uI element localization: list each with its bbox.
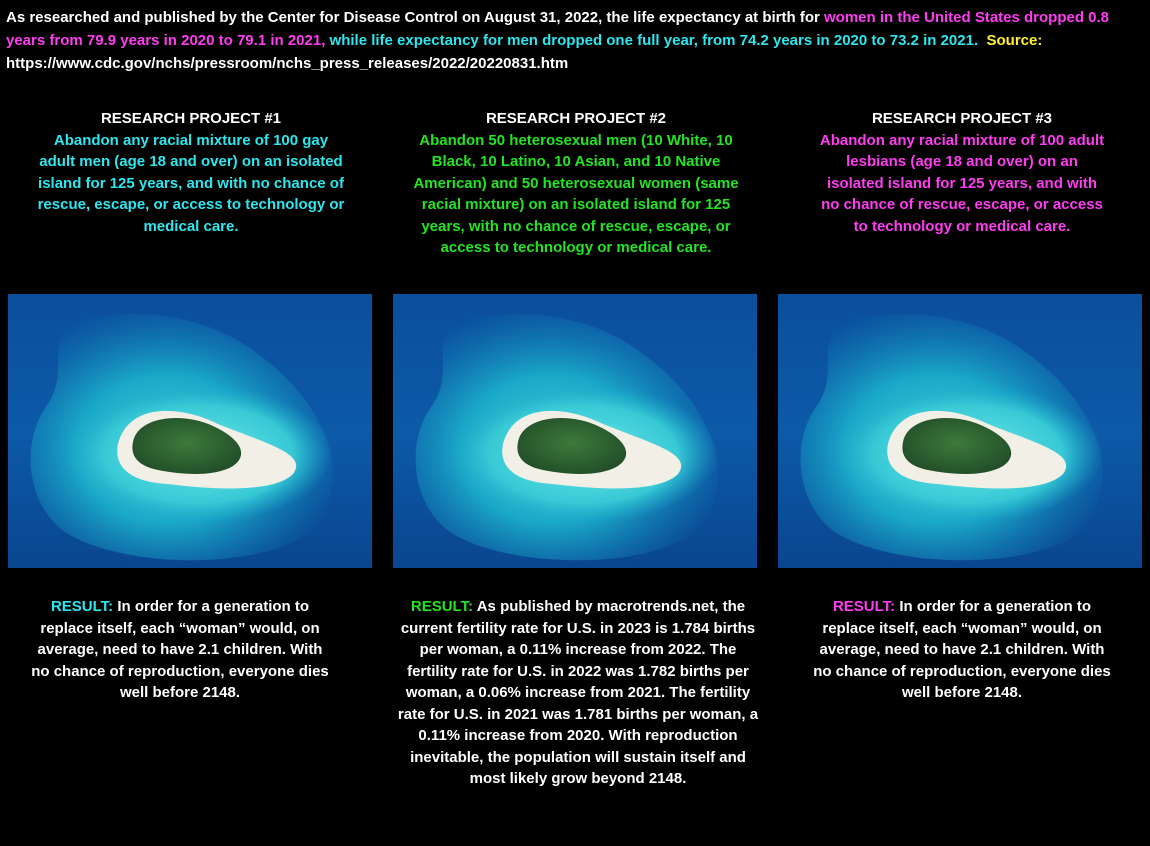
project-2-result [394, 596, 762, 790]
project-2-result-text: As published by macrotrends.net, the current fertility rate for U.S. in 2023 is 1.784 births per woman, a 0.11% increase from 2022. The fertility rate for U.S. in 2022 was 1.782 births per woman, a 0.06% increase from 2021. The fertility rate for U.S. in 2021 was 1.781 births per woman, a 0.11% increase from 2020. With reproduction inevitable, the population will sustain itself and most likely grow beyond 2148. [397, 598, 759, 787]
intro-text-men: while life expectancy for men dropped one full year, from 74.2 years in 2020 to 73.2 in 2021. [325, 32, 979, 49]
project-3-result-text: In order for a generation to replace itself, each “woman” would, on average, need to have 2.1 children. With no chance of reproduction, everyone dies well before 2148. [813, 598, 1111, 701]
island-photo-3 [778, 294, 1142, 568]
project-1-result [30, 596, 330, 704]
project-2-result-label: RESULT: [410, 598, 474, 615]
source-label: Source: [986, 32, 1043, 49]
project-2-description: Abandon 50 heterosexual men (10 White, 10 Black, 10 Latino, 10 Asian, and 10 Native American) and 50 heterosexual women (same racial mixture) on an isolated island for 125 years, with no chance of rescue, escape, or access to technology or medical care. [413, 131, 739, 256]
project-3-result-label: RESULT: [832, 598, 896, 615]
island-photo-2 [393, 294, 757, 568]
project-1-title: RESEARCH PROJECT #1 [100, 110, 282, 127]
intro-text-part1: As researched and published by the Center for Disease Control on August 31, 2022, the life expectancy at birth for [6, 9, 824, 26]
project-1-result-text: In order for a generation to replace itself, each “woman” would, on average, need to have 2.1 children. With no chance of reproduction, everyone dies well before 2148. [31, 598, 329, 701]
project-1-description: Abandon any racial mixture of 100 gay adult men (age 18 and over) on an isolated island for 125 years, and with no chance of rescue, escape, or access to technology or medical care. [37, 131, 345, 235]
project-1-result-label: RESULT: [50, 598, 114, 615]
island-photo-1 [8, 294, 372, 568]
project-3-title: RESEARCH PROJECT #3 [871, 110, 1053, 127]
project-3-header [818, 108, 1106, 237]
project-2-header [400, 108, 752, 259]
project-3-description: Abandon any racial mixture of 100 adult lesbians (age 18 and over) on an isolated island for 125 years, and with no chance of rescue, escape, or access to technology or medical care. [819, 131, 1105, 235]
project-1-header [36, 108, 346, 237]
project-2-title: RESEARCH PROJECT #2 [485, 110, 667, 127]
source-url: https://www.cdc.gov/nchs/pressroom/nchs_press_releases/2022/20220831.htm [6, 55, 569, 72]
project-3-result [812, 596, 1112, 704]
intro-text-women: women in the United States dropped 0.8 years from 79.9 years in 2020 to 79.1 in 2021, [6, 9, 1110, 49]
intro-paragraph [6, 6, 1144, 75]
